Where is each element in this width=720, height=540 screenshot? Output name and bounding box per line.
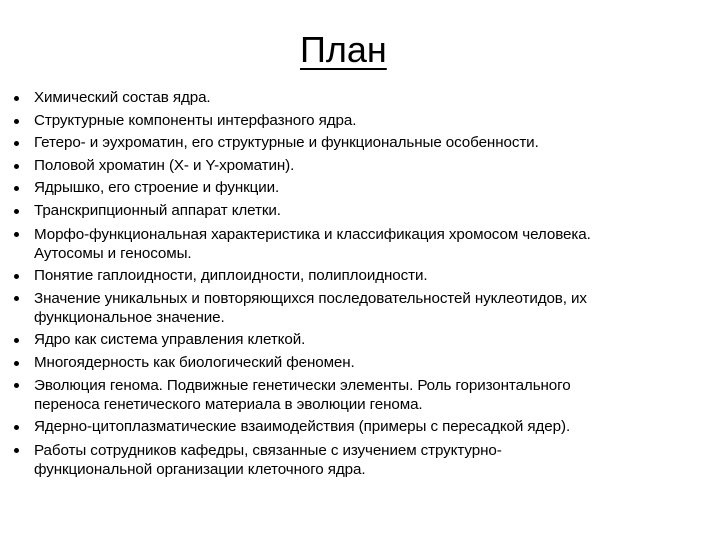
title-container <box>300 28 420 72</box>
bullet-icon <box>14 338 19 343</box>
list-item <box>14 155 714 178</box>
list-item-text: Морфо-функциональная характеристика и классификация хромосом человека. Аутосомы и геносомы. <box>34 225 591 262</box>
list-item-text: Половой хроматин (X- и Y-хроматин). <box>34 156 295 174</box>
bullet-icon <box>14 232 19 237</box>
bullet-icon <box>14 141 19 146</box>
list-item-text: Значение уникальных и повторяющихся последовательностей нуклеотидов, их функциональное значение. <box>34 290 587 327</box>
bullet-icon <box>14 119 19 124</box>
list-item <box>14 287 714 329</box>
list-item <box>14 374 714 416</box>
list-item <box>14 265 714 288</box>
bullet-list <box>14 87 714 481</box>
list-item <box>14 132 714 155</box>
bullet-icon <box>14 209 19 214</box>
list-item <box>14 177 714 200</box>
list-item-text: Многоядерность как биологический феномен. <box>34 353 355 371</box>
list-item <box>14 439 714 481</box>
bullet-icon <box>14 186 19 191</box>
bullet-icon <box>14 448 19 453</box>
bullet-icon <box>14 425 19 430</box>
list-item <box>14 329 714 352</box>
list-item-text: Понятие гаплоидности, диплоидности, полиплоидности. <box>34 266 428 284</box>
page-title: План <box>300 29 387 70</box>
list-item-text: Работы сотрудников кафедры, связанные с изучением структурно- функциональной организации клеточного ядра. <box>34 441 502 478</box>
list-item-text: Структурные компоненты интерфазного ядра. <box>34 111 357 129</box>
list-item-text: Ядрышко, его строение и функции. <box>34 179 280 197</box>
list-item <box>14 110 714 133</box>
list-item-text: Химический состав ядра. <box>34 89 211 106</box>
bullet-icon <box>14 296 19 301</box>
list-item <box>14 87 714 110</box>
bullet-icon <box>14 383 19 388</box>
list-item <box>14 352 714 375</box>
bullet-icon <box>14 361 19 366</box>
list-item <box>14 416 714 439</box>
list-item-text: Эволюция генома. Подвижные генетически элементы. Роль горизонтального переноса генетического материала в эволюции генома. <box>34 377 571 414</box>
list-item-text: Транскрипционный аппарат клетки. <box>34 201 281 219</box>
list-item-text: Ядерно-цитоплазматические взаимодействия (примеры с пересадкой ядер). <box>34 418 571 436</box>
bullet-icon <box>14 96 19 101</box>
bullet-icon <box>14 164 19 169</box>
bullet-icon <box>14 274 19 279</box>
list-item <box>14 223 714 265</box>
list-item-text: Ядро как система управления клеткой. <box>34 331 306 349</box>
list-item-text: Гетеро- и эухроматин, его структурные и функциональные особенности. <box>34 134 539 152</box>
list-item <box>14 200 714 223</box>
